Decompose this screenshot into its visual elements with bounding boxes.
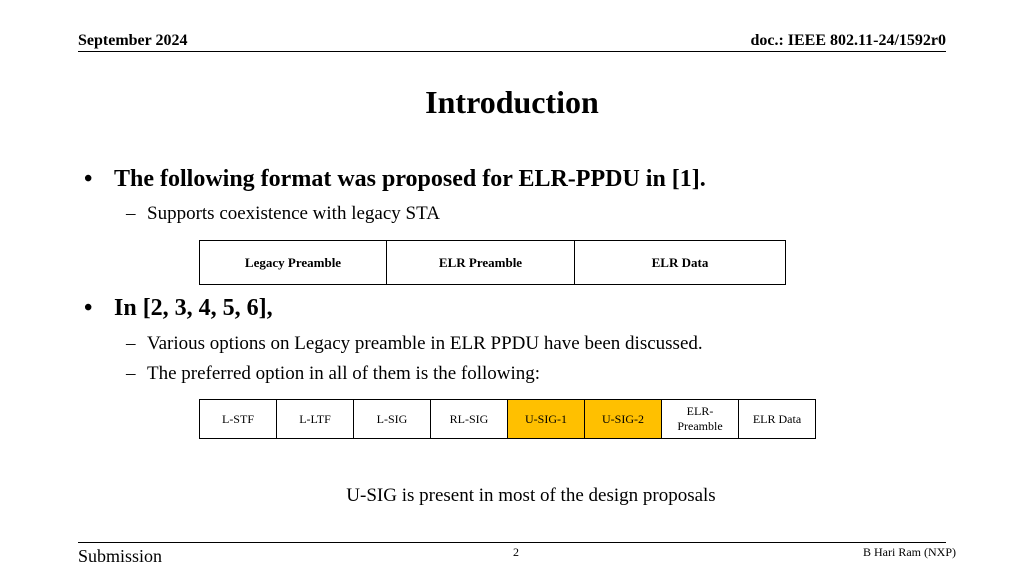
sub-bullet-1-1 [126,203,440,225]
field-elr-preamble [662,400,739,439]
bullet-1 [84,166,706,193]
field-u-sig-1: U-SIG-1 [508,400,585,439]
sub-bullet-marker: – [126,333,136,354]
field-u-sig-2: U-SIG-2 [585,400,662,439]
bullet-marker: • [84,166,93,192]
bullet-1-text: The following format was proposed for ELR-PPDU in [1]. [114,166,706,192]
footer-page-number: 2 [513,545,519,559]
cell-elr-preamble: ELR Preamble [387,241,575,285]
elr-ppdu-format-table [199,240,786,285]
field-elr-preamble-line2: Preamble [677,419,723,433]
field-l-ltf: L-LTF [277,400,354,439]
sub-bullet-2-2 [126,363,540,385]
caption-text: U-SIG is present in most of the design proposals [346,485,716,506]
cell-elr-data: ELR Data [575,241,786,285]
bullet-2 [84,295,273,322]
sub-bullet-marker: – [126,363,136,384]
sub-bullet-2-2-text: The preferred option in all of them is the following: [147,363,541,384]
footer-author: B Hari Ram (NXP) [863,545,956,559]
field-rl-sig: RL-SIG [431,400,508,439]
cell-legacy-preamble: Legacy Preamble [200,241,387,285]
field-l-stf: L-STF [200,400,277,439]
footer-submission: Submission [78,546,163,566]
field-elr-data: ELR Data [739,400,816,439]
bullet-2-text: In [2, 3, 4, 5, 6], [114,295,273,321]
sub-bullet-marker: – [126,203,136,224]
slide-title: Introduction [425,84,599,120]
header-doc-id: doc.: IEEE 802.11-24/1592r0 [750,32,946,49]
field-elr-preamble-line1: ELR- [686,404,714,418]
sub-bullet-2-1 [126,333,703,355]
legacy-preamble-field-table [199,399,816,439]
bullet-marker: • [84,295,93,321]
header-divider [78,51,946,52]
field-l-sig: L-SIG [354,400,431,439]
sub-bullet-2-1-text: Various options on Legacy preamble in ELR PPDU have been discussed. [147,333,703,354]
sub-bullet-1-1-text: Supports coexistence with legacy STA [147,203,440,224]
footer-divider [78,542,946,543]
header-date: September 2024 [78,32,188,49]
